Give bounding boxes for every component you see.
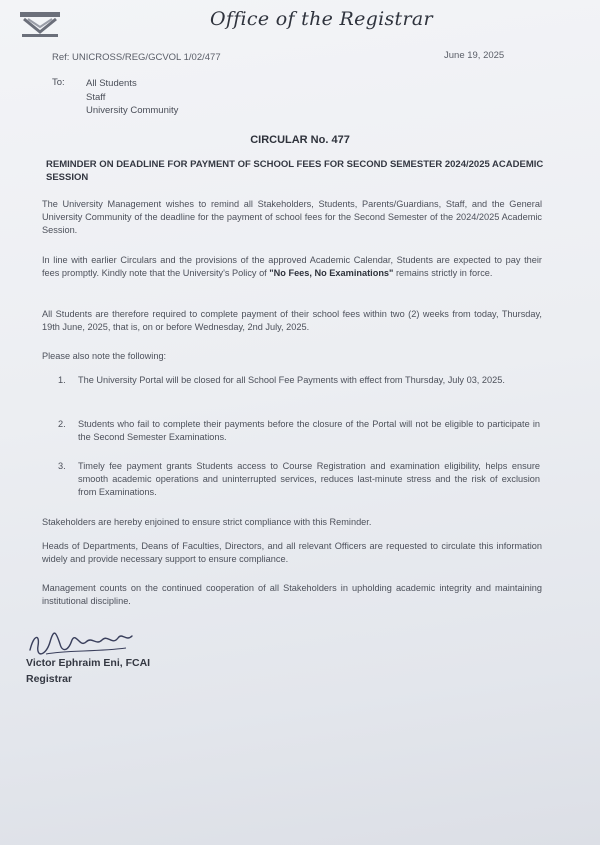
paragraph-note-intro: Please also note the following:	[42, 351, 167, 361]
signatory-title: Registrar	[26, 673, 73, 685]
to-label: To:	[52, 77, 65, 88]
policy-text: In line with earlier Circulars and the provisions of the approved Academic Calendar, Students are expected to pay their fees promptly. Kindly note that the University's Policy of	[42, 255, 542, 278]
recipients-list	[86, 77, 178, 118]
list-item-number: 1.	[58, 375, 66, 385]
letterhead-title: Office of the Registrar	[210, 8, 433, 30]
paragraph-policy	[42, 254, 542, 280]
paragraph-deadline: All Students are therefore required to complete payment of their school fees within two (2) weeks from today, Thursday, 19th June, 2025, that is, on or before Wednesday, 2nd July, 2025.	[42, 309, 542, 332]
list-item-text: Students who fail to complete their payments before the closure of the Portal will not be eligible to participate in the Second Semester Examinations.	[78, 419, 540, 442]
circular-heading: REMINDER ON DEADLINE FOR PAYMENT OF SCHOOL FEES FOR SECOND SEMESTER 2024/2025 ACADEMIC SESSION	[46, 159, 544, 183]
reference-number: Ref: UNICROSS/REG/GCVOL 1/02/477	[52, 52, 221, 63]
recipient-item: Staff	[86, 91, 106, 103]
list-item-number: 3.	[58, 461, 66, 471]
paragraph-officers: Heads of Departments, Deans of Faculties, Directors, and all relevant Officers are requested to circulate this information widely and provide necessary support to ensure compliance.	[42, 541, 542, 564]
list-item	[58, 460, 540, 499]
paragraph-compliance: Stakeholders are hereby enjoined to ensure strict compliance with this Reminder.	[42, 517, 372, 527]
university-logo	[18, 10, 62, 40]
list-item-text: The University Portal will be closed for all School Fee Payments with effect from Thursday, July 03, 2025.	[78, 375, 505, 385]
paragraph-closing: Management counts on the continued cooperation of all Stakeholders in upholding academic integrity and maintaining institutional discipline.	[42, 583, 542, 606]
paragraph-intro: The University Management wishes to remind all Stakeholders, Students, Parents/Guardians, Staff, and the General University Community of the deadline for the payment of school fees for the Second Semester of the 2024/2025 Academic Session.	[42, 199, 542, 235]
signatory-name: Victor Ephraim Eni, FCAI	[26, 657, 151, 669]
recipient-item: All Students	[86, 78, 137, 89]
recipient-item: University Community	[86, 105, 179, 116]
letter-date: June 19, 2025	[444, 50, 505, 61]
circular-number: CIRCULAR No. 477	[250, 134, 350, 146]
policy-name: "No Fees, No Examinations"	[269, 268, 394, 278]
list-item	[58, 374, 540, 387]
list-item-number: 2.	[58, 419, 66, 429]
list-item-text: Timely fee payment grants Students access to Course Registration and examination eligibility, helps ensure smooth academic operations and uninterrupted services, reduces last-minute stress and the risk of exclusion from Examinations.	[78, 461, 540, 497]
policy-text-end: remains strictly in force.	[393, 268, 493, 278]
list-item	[58, 418, 540, 444]
